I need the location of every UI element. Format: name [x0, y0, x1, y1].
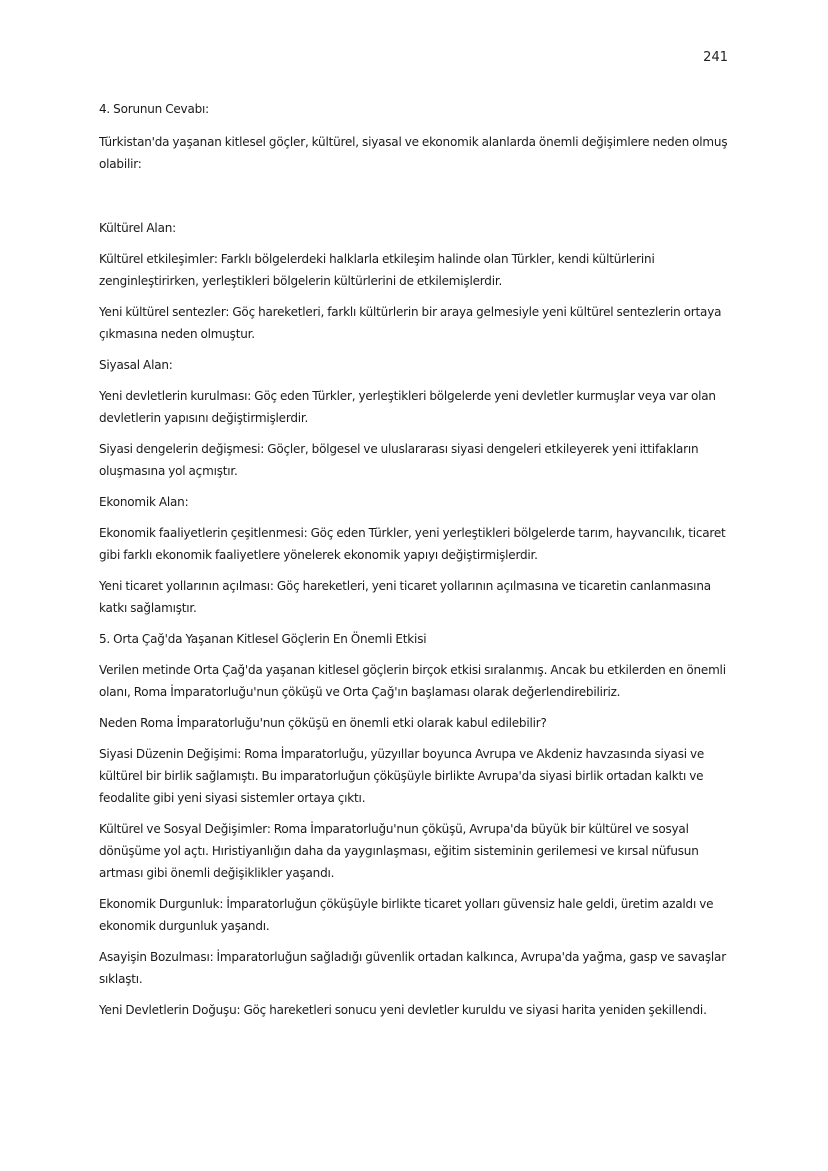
paragraph-political-balances: Siyasi dengelerin değişmesi: Göçler, bölgesel ve uluslararası siyasi dengeleri etkileyerek yeni ittifakların oluşmasına yol açmıştır.	[99, 442, 699, 478]
question-5-subquestion: Neden Roma İmparatorluğu'nun çöküşü en önemli etki olarak kabul edilebilir?	[99, 716, 547, 730]
section-heading-cultural: Kültürel Alan:	[99, 221, 176, 235]
paragraph-economic-diversification: Ekonomik faaliyetlerin çeşitlenmesi: Göç eden Türkler, yeni yerleştikleri bölgelerde tarım, hayvancılık, ticaret gibi farklı ekonomik faaliyetlere yönelerek ekonomik yapıyı değiştirmişlerdir.	[99, 526, 726, 562]
paragraph-economic-stagnation: Ekonomik Durgunluk: İmparatorluğun çöküşüyle birlikte ticaret yolları güvensiz hale geldi, üretim azaldı ve ekonomik durgunluk yaşandı.	[99, 897, 714, 933]
section-heading-economic: Ekonomik Alan:	[99, 495, 189, 509]
paragraph-public-order: Asayişin Bozulması: İmparatorluğun sağladığı güvenlik ortadan kalkınca, Avrupa'da yağma, gasp ve savaşlar sıklaştı.	[99, 950, 726, 986]
question-5-intro: Verilen metinde Orta Çağ'da yaşanan kitlesel göçlerin birçok etkisi sıralanmış. Ancak bu etkilerden en önemli olanı, Roma İmparatorluğu'nun çöküşü ve Orta Çağ'ın başlaması olarak değerlendirebiliriz.	[99, 663, 726, 699]
question-4-intro: Türkistan'da yaşanan kitlesel göçler, kültürel, siyasal ve ekonomik alanlarda önemli değişimlere neden olmuş olabilir:	[99, 135, 728, 171]
section-heading-political: Siyasal Alan:	[99, 358, 173, 372]
question-5-heading: 5. Orta Çağ'da Yaşanan Kitlesel Göçlerin En Önemli Etkisi	[99, 632, 427, 646]
paragraph-cultural-interactions: Kültürel etkileşimler: Farklı bölgelerdeki halklarla etkileşim halinde olan Türkler, kendi kültürlerini zenginleştirirken, yerleştikleri bölgelerin kültürlerini de etkilemişlerdir.	[99, 252, 655, 288]
paragraph-new-states-birth: Yeni Devletlerin Doğuşu: Göç hareketleri sonucu yeni devletler kuruldu ve siyasi harita yeniden şekillendi.	[99, 1003, 707, 1017]
paragraph-political-order: Siyasi Düzenin Değişimi: Roma İmparatorluğu, yüzyıllar boyunca Avrupa ve Akdeniz havzasında siyasi ve kültürel bir birlik sağlamıştı. Bu imparatorluğun çöküşüyle birlikte Avrupa'da siyasi birlik ortadan kalktı ve feodalite gibi yeni siyasi sistemler ortaya çıktı.	[99, 747, 705, 805]
page-number: 241	[703, 50, 728, 65]
question-4-heading: 4. Sorunun Cevabı:	[99, 102, 210, 116]
document-body	[99, 98, 733, 1030]
paragraph-new-states: Yeni devletlerin kurulması: Göç eden Türkler, yerleştikleri bölgelerde yeni devletler kurmuşlar veya var olan devletlerin yapısını değiştirmişlerdir.	[99, 389, 716, 425]
paragraph-trade-routes: Yeni ticaret yollarının açılması: Göç hareketleri, yeni ticaret yollarının açılmasına ve ticaretin canlanmasına katkı sağlamıştır.	[99, 579, 711, 615]
paragraph-cultural-social: Kültürel ve Sosyal Değişimler: Roma İmparatorluğu'nun çöküşü, Avrupa'da büyük bir kültürel ve sosyal dönüşüme yol açtı. Hıristiyanlığın daha da yaygınlaşması, eğitim sisteminin gerilemesi ve kırsal nüfusun artması gibi önemli değişiklikler yaşandı.	[99, 822, 699, 880]
paragraph-cultural-syntheses: Yeni kültürel sentezler: Göç hareketleri, farklı kültürlerin bir araya gelmesiyle yeni kültürel sentezlerin ortaya çıkmasına neden olmuştur.	[99, 305, 722, 341]
